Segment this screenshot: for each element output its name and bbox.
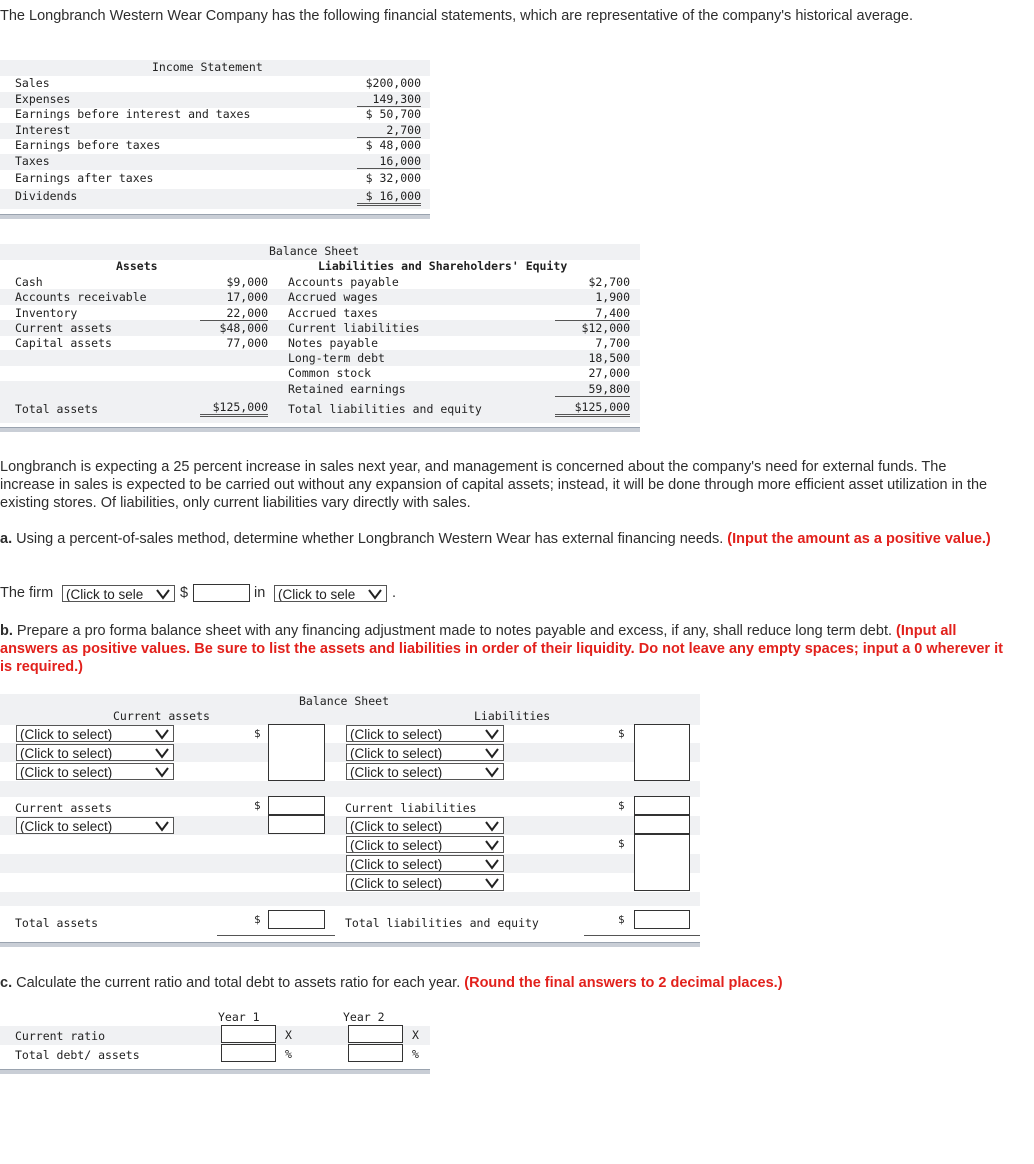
part-c-question [0,974,1010,992]
income-row [0,189,430,209]
balance-divider [0,427,640,432]
firm-status-select-value: (Click to sele [66,587,144,602]
chevron-down-icon [155,766,169,778]
chevron-down-icon [485,820,499,832]
long-term-item-select-value: (Click to select) [350,838,443,853]
liability-label: Notes payable [288,336,379,350]
current-liability-select-value: (Click to select) [350,765,443,780]
liability-label: Accounts payable [288,275,399,289]
dollar-sign: $ [618,913,625,926]
income-row-label: Taxes [15,154,50,168]
current-liability-select-value: (Click to select) [350,746,443,761]
intro-text: The Longbranch Western Wear Company has the following financial statements, which are representative of the company's historical average. [0,8,913,24]
part-b-label: b. [0,623,13,639]
proforma-divider [0,942,700,947]
dollar-sign: $ [618,727,625,740]
total-liabilities-label: Total liabilities and equity [288,402,482,416]
chevron-down-icon [368,588,382,600]
income-row-value: 149,300 [357,92,421,107]
long-term-item-select[interactable] [346,855,504,872]
income-statement-title: Income Statement [152,60,263,74]
total-liabilities-value: $125,000 [555,400,630,417]
proforma-current-liabilities-label: Current liabilities [345,801,477,815]
asset-value: 17,000 [226,290,268,304]
total-assets-value: $125,000 [200,400,268,417]
income-row [0,138,430,154]
chevron-down-icon [485,728,499,740]
liability-value: 27,000 [588,366,630,380]
liability-label: Common stock [288,366,372,380]
chevron-down-icon [485,877,499,889]
liability-value: $12,000 [581,321,630,335]
long-term-item-select-value: (Click to select) [350,876,443,891]
proforma-current-assets-label: Current assets [15,801,112,815]
chevron-down-icon [155,820,169,832]
dollar-sign: $ [254,727,261,740]
dollar-sign: $ [618,837,625,850]
noncurrent-asset-select[interactable] [16,817,174,834]
part-b-text: Prepare a pro forma balance sheet with any financing adjustment made to notes payable and excess, if any, shall reduce long term debt. [12,623,897,639]
income-row [0,123,430,139]
noncurrent-asset-select-value: (Click to select) [20,819,113,834]
chevron-down-icon [155,728,169,740]
part-a-question [0,530,1000,548]
year2-header: Year 2 [343,1010,385,1024]
current-assets-amounts-input[interactable] [268,724,325,781]
debt-assets-unit-year2: % [412,1047,419,1061]
asset-label: Cash [15,275,43,289]
financing-amount-input[interactable] [193,584,250,602]
part-b-question [0,622,1010,676]
part-a-note: (Input the amount as a positive value.) [727,531,991,547]
asset-label: Capital assets [15,336,112,350]
income-row-value: $ 50,700 [365,107,421,121]
current-ratio-unit-year2: X [412,1028,419,1042]
dollar-sign: $ [254,913,261,926]
year1-header: Year 1 [218,1010,260,1024]
income-row [0,171,430,187]
total-assets-rule [217,935,335,936]
liability-value: 7,700 [595,336,630,350]
current-asset-select-value: (Click to select) [20,765,113,780]
long-term-item-select[interactable] [346,874,504,891]
chevron-down-icon [485,858,499,870]
firm-status-select[interactable] [62,585,175,602]
debt-assets-year2-input[interactable] [348,1044,403,1062]
liability-label: Accrued wages [288,290,379,304]
liability-label: Retained earnings [288,382,406,396]
asset-label: Inventory [15,306,78,320]
long-term-item-select-value: (Click to select) [350,819,443,834]
part-c-note: (Round the final answers to 2 decimal places.) [464,975,783,991]
asset-value: 22,000 [200,306,268,321]
financing-type-select-value: (Click to sele [278,587,356,602]
assets-header: Assets [116,259,158,273]
balance-title-row [0,244,640,260]
liability-label: Accrued taxes [288,306,379,320]
income-row-label: Earnings after taxes [15,171,154,185]
asset-value: $48,000 [219,321,268,335]
scenario-text: Longbranch is expecting a 25 percent increase in sales next year, and management is concerned about the company's need for external funds. The increase in sales is expected to be carried out without any expansion of capital assets; instead, it will be done through more efficient asset utilization in the existing stores. Of liabilities, only current liabilities vary directly with sales. [0,459,988,511]
income-row [0,107,430,123]
chevron-down-icon [156,588,170,600]
balance-sheet-title: Balance Sheet [269,244,360,258]
chevron-down-icon [155,747,169,759]
capital-assets-input[interactable] [268,815,325,834]
proforma-liabilities-header: Liabilities [474,709,551,723]
income-row-label: Earnings before interest and taxes [15,107,251,121]
current-liability-select[interactable] [346,763,504,780]
chevron-down-icon [485,839,499,851]
current-ratio-label: Current ratio [15,1029,106,1043]
current-asset-select-value: (Click to select) [20,727,113,742]
current-liabilities-total-input[interactable] [634,796,690,815]
income-row-value: 16,000 [357,154,421,169]
income-row-value: $200,000 [365,76,421,90]
current-liability-select[interactable] [346,725,504,742]
total-liabilities-rule [584,935,700,936]
liability-value: 1,900 [595,290,630,304]
long-term-item-select[interactable] [346,836,504,853]
income-row-label: Earnings before taxes [15,138,161,152]
liability-value: 18,500 [588,351,630,365]
income-row-label: Interest [15,123,71,137]
debt-to-assets-label: Total debt/ assets [15,1048,140,1062]
income-row-label: Expenses [15,92,71,106]
dollar-sign: $ [254,799,261,812]
financing-type-select[interactable] [274,585,387,602]
current-liabilities-amounts-input[interactable] [634,724,690,781]
part-a-answer-prefix: The firm [0,585,54,601]
current-asset-select-value: (Click to select) [20,746,113,761]
part-b-note: (Input all answers as positive values. Be sure to list the assets and liabilities in order of their liquidity. Do not leave any empty spaces; input a 0 wherever it is required.) [0,623,1003,675]
income-row-value: $ 16,000 [357,189,421,206]
proforma-total-liabilities-label: Total liabilities and equity [345,916,539,930]
part-a-text: Using a percent-of-sales method, determine whether Longbranch Western Wear has external financing needs. [12,531,728,547]
dollar-sign: $ [618,799,625,812]
current-ratio-year1-input[interactable] [221,1025,276,1043]
income-row-value: $ 32,000 [365,171,421,185]
ratio-divider [0,1069,430,1074]
part-a-label: a. [0,531,13,547]
asset-value: 77,000 [226,336,268,350]
total-assets-label: Total assets [15,402,99,416]
liability-label: Long-term debt [288,351,385,365]
proforma-total-assets-label: Total assets [15,916,99,930]
in-word: in [254,585,266,601]
income-row-value: 2,700 [357,123,421,138]
asset-value: $9,000 [226,275,268,289]
current-ratio-year2-input[interactable] [348,1025,403,1043]
current-asset-select[interactable] [16,725,174,742]
proforma-title: Balance Sheet [299,694,390,708]
part-a-period: . [392,585,397,601]
liabilities-header: Liabilities and Shareholders' Equity [318,259,568,273]
part-c-text: Calculate the current ratio and total debt to assets ratio for each year. [12,975,465,991]
long-term-item-select[interactable] [346,817,504,834]
current-asset-select[interactable] [16,744,174,761]
current-asset-select[interactable] [16,763,174,780]
liability-value: 7,400 [555,306,630,321]
debt-assets-unit-year1: % [285,1047,292,1061]
income-row-value: $ 48,000 [365,138,421,152]
total-liabilities-input[interactable] [634,910,690,929]
income-row-label: Dividends [15,189,78,203]
income-row [0,76,430,92]
debt-assets-year1-input[interactable] [221,1044,276,1062]
current-liability-select-value: (Click to select) [350,727,443,742]
long-term-item-select-value: (Click to select) [350,857,443,872]
liability-label: Current liabilities [288,321,420,335]
total-assets-input[interactable] [268,910,325,929]
income-divider [0,214,430,219]
long-term-items-input[interactable] [634,834,690,891]
part-c-label: c. [0,975,13,991]
current-liability-select[interactable] [346,744,504,761]
part-a-dollar: $ [180,585,189,601]
income-row [0,92,430,108]
asset-label: Current assets [15,321,112,335]
current-assets-total-input[interactable] [268,796,325,815]
long-term-item-1-input[interactable] [634,815,690,834]
income-row-label: Sales [15,76,50,90]
asset-label: Accounts receivable [15,290,147,304]
proforma-current-assets-header: Current assets [113,709,210,723]
current-ratio-unit-year1: X [285,1028,292,1042]
chevron-down-icon [485,747,499,759]
liability-value: $2,700 [588,275,630,289]
liability-value: 59,800 [555,382,630,397]
chevron-down-icon [485,766,499,778]
income-row [0,154,430,170]
